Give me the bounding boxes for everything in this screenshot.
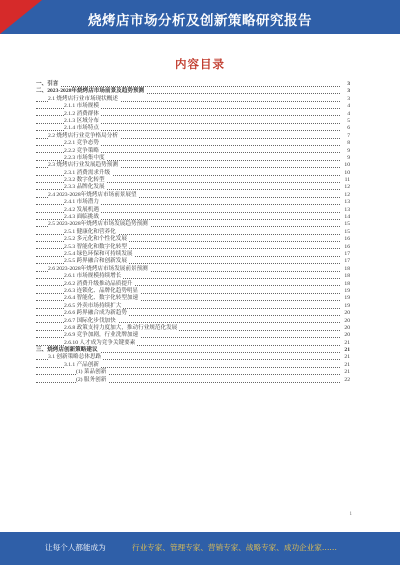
toc-entry-page: 9 bbox=[347, 147, 350, 154]
toc-entry-page: 8 bbox=[347, 140, 350, 147]
toc-entry[interactable] bbox=[36, 199, 350, 206]
toc-entry-page: 15 bbox=[344, 221, 350, 228]
toc-entry-page: 19 bbox=[344, 287, 350, 294]
toc-entry-page: 19 bbox=[344, 295, 350, 302]
toc-entry[interactable] bbox=[36, 310, 350, 317]
toc-entry-page: 20 bbox=[344, 317, 350, 324]
toc-entry-title: 三、烧烤店创新策略建议 bbox=[36, 347, 98, 354]
report-title: 烧烤店市场分析及创新策略研究报告 bbox=[88, 13, 312, 28]
toc-entry-page: 18 bbox=[344, 265, 350, 272]
toc-entry-title: (1) 菜品创新 bbox=[76, 369, 107, 376]
toc-entry-title: 2.1.2 消费群体 bbox=[64, 110, 99, 117]
toc-entry-page: 16 bbox=[344, 243, 350, 250]
toc-entry[interactable] bbox=[36, 88, 350, 95]
toc-entry[interactable] bbox=[36, 111, 350, 118]
toc-entry-title: 一、引言 bbox=[36, 81, 59, 87]
toc-entry-title: 2.6 2023-2028年烧烤店市场发展前景预测 bbox=[48, 265, 148, 272]
toc-entry-page: 17 bbox=[344, 258, 350, 265]
toc-entry-title: 2.3.3 品牌化发展 bbox=[64, 184, 105, 191]
toc-entry-page: 19 bbox=[344, 302, 350, 309]
toc-entry-page: 3 bbox=[347, 81, 350, 87]
table-of-contents bbox=[36, 81, 350, 384]
toc-entry-page: 7 bbox=[347, 132, 350, 139]
toc-entry-title: 2.2.3 市场集中度 bbox=[64, 154, 105, 161]
toc-entry-page: 4 bbox=[347, 110, 350, 117]
toc-entry-page: 20 bbox=[344, 324, 350, 331]
toc-entry-page: 14 bbox=[344, 214, 350, 221]
toc-entry-title: 2.3 烧烤店行业发展趋势预测 bbox=[48, 162, 118, 169]
toc-entry[interactable] bbox=[36, 184, 350, 191]
toc-entry-title: 2.6.8 政策支持力度加大，推动行业规范化发展 bbox=[64, 324, 178, 331]
toc-entry-title: 2.1.4 市场特点 bbox=[64, 125, 99, 132]
toc-entry-title: 2.4.3 面临挑战 bbox=[64, 214, 99, 221]
toc-entry-page: 3 bbox=[347, 95, 350, 102]
toc-entry-title: 2.1.3 区域分布 bbox=[64, 117, 99, 124]
toc-entry-title: 2.2 烧烤店行业竞争格局分析 bbox=[48, 132, 118, 139]
toc-entry-page: 20 bbox=[344, 332, 350, 339]
toc-entry[interactable] bbox=[36, 354, 350, 361]
toc-entry-page: 10 bbox=[344, 169, 350, 176]
toc-entry-title: 2.6.4 智能化、数字化转型加速 bbox=[64, 295, 139, 302]
footer-slogan: 让每个人都能成为 bbox=[45, 543, 106, 552]
toc-entry-title: 2.3.1 消费需求升级 bbox=[64, 169, 111, 176]
toc-entry-title: (2) 服务创新 bbox=[76, 376, 107, 383]
toc-entry[interactable] bbox=[36, 140, 350, 147]
toc-entry[interactable] bbox=[36, 162, 350, 169]
toc-entry-page: 22 bbox=[344, 376, 350, 383]
toc-entry[interactable] bbox=[36, 377, 350, 384]
toc-entry-page: 21 bbox=[344, 369, 350, 376]
toc-entry[interactable] bbox=[36, 295, 350, 302]
toc-entry-page: 21 bbox=[344, 347, 350, 354]
toc-entry-page: 9 bbox=[347, 154, 350, 161]
toc-entry[interactable] bbox=[36, 125, 350, 132]
toc-entry-page: 21 bbox=[344, 354, 350, 361]
toc-entry-page: 12 bbox=[344, 184, 350, 191]
toc-entry-title: 3.1 创新策略总体思路 bbox=[48, 354, 102, 361]
toc-entry-page: 20 bbox=[344, 310, 350, 317]
footer-slogan-highlight: 行业专家、管理专家、营销专家、战略专家、成功企业家…… bbox=[132, 543, 338, 552]
toc-entry-page: 3 bbox=[347, 88, 350, 95]
toc-entry-page: 21 bbox=[344, 339, 350, 346]
report-header bbox=[0, 0, 400, 34]
toc-entry-title: 2.1.1 市场规模 bbox=[64, 103, 99, 110]
toc-entry[interactable] bbox=[36, 303, 350, 310]
toc-entry-title: 2.5.2 多元化和个性化发展 bbox=[64, 236, 127, 243]
toc-entry[interactable] bbox=[36, 318, 350, 325]
toc-entry[interactable] bbox=[36, 103, 350, 110]
toc-entry[interactable] bbox=[36, 236, 350, 243]
toc-entry-page: 4 bbox=[347, 103, 350, 110]
toc-entry-page: 15 bbox=[344, 228, 350, 235]
toc-entry[interactable] bbox=[36, 221, 350, 228]
toc-entry-page: 5 bbox=[347, 117, 350, 124]
toc-entry-title: 2.6.10 人才成为竞争关键要素 bbox=[64, 339, 136, 346]
toc-entry-title: 2.6.6 跨界融合成为新趋势 bbox=[64, 310, 127, 317]
toc-entry[interactable] bbox=[36, 273, 350, 280]
toc-entry[interactable] bbox=[36, 207, 350, 214]
toc-entry-page: 12 bbox=[344, 191, 350, 198]
toc-entry-title: 2.6.2 消费升级推动品质提升 bbox=[64, 280, 133, 287]
toc-entry-page: 21 bbox=[344, 361, 350, 368]
toc-entry-page: 6 bbox=[347, 125, 350, 132]
toc-entry-title: 2.5.1 健康化和营养化 bbox=[64, 228, 116, 235]
toc-entry-title: 2.3.2 数字化转型 bbox=[64, 177, 105, 184]
toc-entry-page: 11 bbox=[344, 177, 350, 184]
toc-entry-title: 2.5.4 绿色环保和可持续发展 bbox=[64, 250, 133, 257]
toc-entry-title: 3.1.1 产品创新 bbox=[64, 361, 99, 368]
toc-entry-title: 2.4.1 市场潜力 bbox=[64, 199, 99, 206]
toc-entry-page: 18 bbox=[344, 273, 350, 280]
toc-entry[interactable] bbox=[36, 281, 350, 288]
toc-entry-page: 16 bbox=[344, 236, 350, 243]
toc-entry-title: 2.6.3 连锁化、品牌化趋势明显 bbox=[64, 287, 139, 294]
toc-entry-page: 10 bbox=[344, 162, 350, 169]
toc-entry-title: 2.4.2 发展机遇 bbox=[64, 206, 99, 213]
toc-entry-title: 2.6.5 外卖市场持续扩大 bbox=[64, 302, 122, 309]
toc-entry[interactable] bbox=[36, 332, 350, 339]
toc-entry-title: 2.1 烧烤店行业市场现状概述 bbox=[48, 95, 118, 102]
toc-entry[interactable] bbox=[36, 148, 350, 155]
toc-leader-dots bbox=[36, 86, 340, 87]
toc-entry-title: 2.5 2023-2028年烧烤店市场发展趋势预测 bbox=[48, 221, 148, 228]
toc-entry-title: 2.4 2023-2028年烧烤店市场前景展望 bbox=[48, 191, 137, 198]
toc-entry-title: 二、2023-2028年烧烤店市场前景及趋势预测 bbox=[36, 88, 145, 95]
toc-entry-title: 2.2.2 竞争策略 bbox=[64, 147, 99, 154]
toc-entry[interactable] bbox=[36, 340, 350, 347]
toc-entry-title: 2.6.9 竞争加剧，行业洗牌加速 bbox=[64, 332, 139, 339]
toc-entry[interactable] bbox=[36, 258, 350, 265]
toc-entry-title: 2.5.5 跨界融合和创新发展 bbox=[64, 258, 127, 265]
toc-entry-title: 2.6.1 市场规模持续增长 bbox=[64, 273, 122, 280]
toc-entry-page: 18 bbox=[344, 280, 350, 287]
toc-entry-page: 13 bbox=[344, 199, 350, 206]
toc-entry-title: 2.5.3 智能化和数字化转型 bbox=[64, 243, 127, 250]
page-number: 1 bbox=[349, 512, 352, 517]
footer-banner bbox=[0, 532, 400, 565]
toc-entry[interactable] bbox=[36, 244, 350, 251]
toc-entry-page: 13 bbox=[344, 206, 350, 213]
toc-entry[interactable] bbox=[36, 369, 350, 376]
toc-entry-page: 17 bbox=[344, 250, 350, 257]
toc-entry-title: 2.6.7 国际化步伐加快 bbox=[64, 317, 116, 324]
toc-title: 内容目录 bbox=[175, 57, 225, 71]
toc-entry-title: 2.2.1 竞争态势 bbox=[64, 140, 99, 147]
toc-entry[interactable] bbox=[36, 170, 350, 177]
